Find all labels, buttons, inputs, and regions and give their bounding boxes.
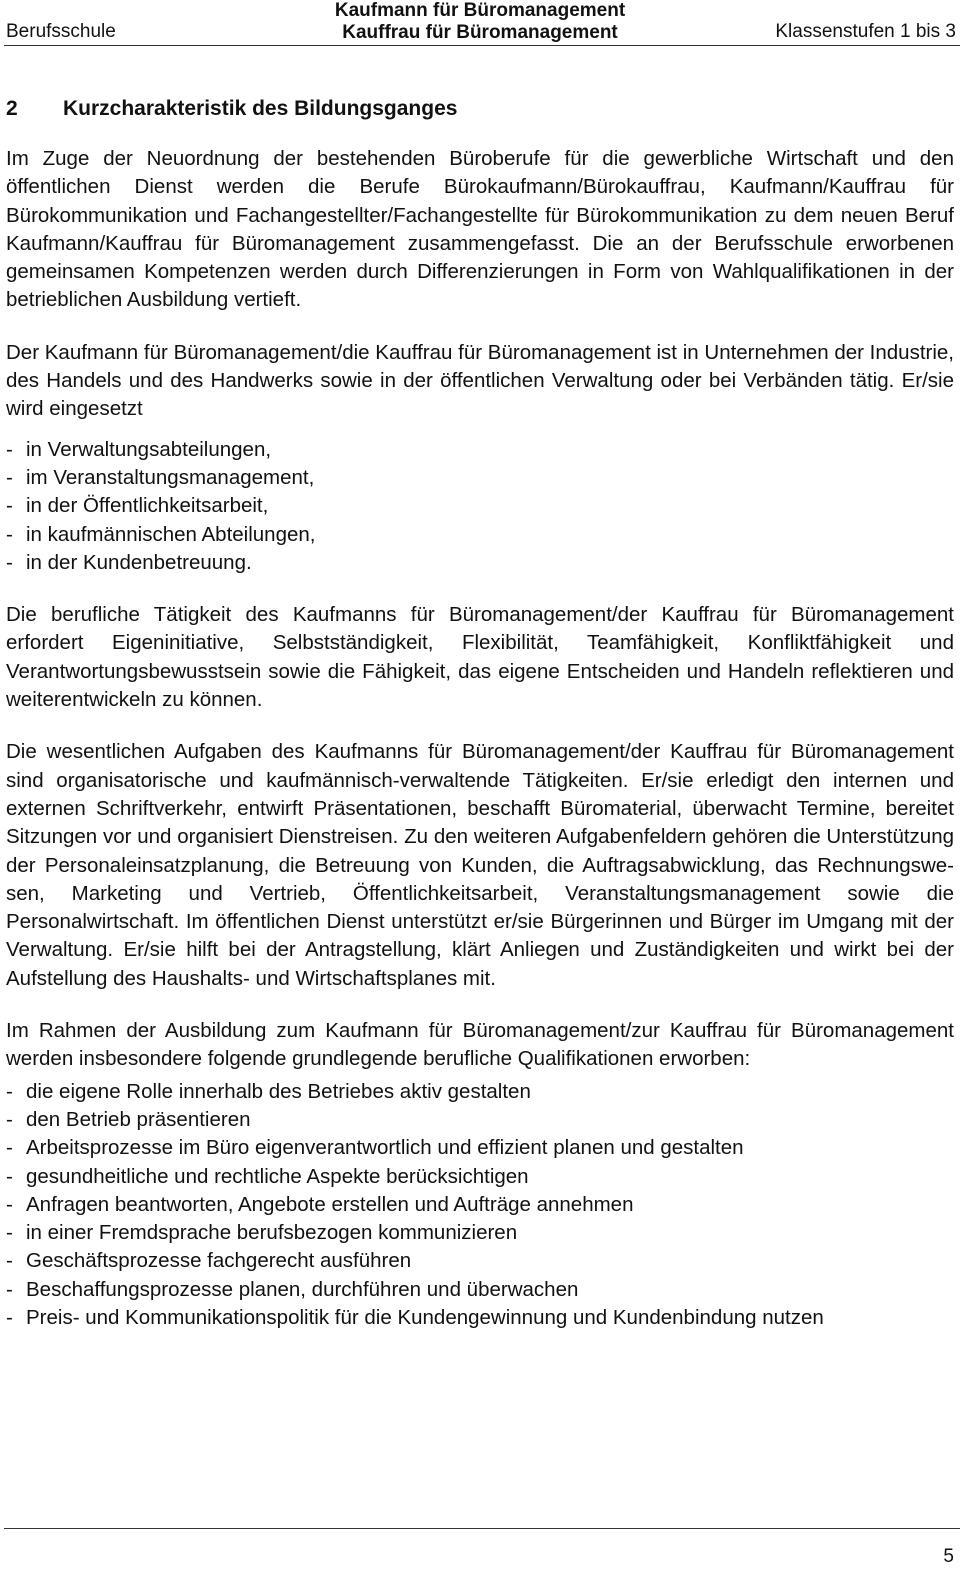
list-item: - Arbeitsprozesse im Büro eigenverantwortlich und effizient planen und gestalten [6, 1134, 954, 1162]
list-item: - im Veranstaltungsmanagement, [6, 464, 954, 492]
list-item: - in einer Fremdsprache berufsbezogen kommunizieren [6, 1219, 954, 1247]
list-item: - Anfragen beantworten, Angebote erstellen und Aufträge annehmen [6, 1191, 954, 1219]
list-item: - in kaufmännischen Abteilungen, [6, 521, 954, 549]
document-body [6, 95, 954, 1356]
paragraph-qualifications-intro: Im Rahmen der Ausbildung zum Kaufmann für Büromanagement/zur Kauffrau für Büromanagement werden insbesondere folgende grundlegende berufliche Qualifikationen erworben: [6, 1019, 954, 1071]
qualifications-list [6, 1078, 954, 1333]
areas-list [6, 436, 954, 577]
header-school-type: Berufsschule [6, 21, 116, 42]
footer-divider [4, 1528, 960, 1529]
paragraph-employment: Der Kaufmann für Büromanagement/die Kauffrau für Büromanagement ist in Unternehmen der Industrie, des Handels und des Handwerks sowie in der öffentlichen Verwaltung oder bei Verbänden tätig. Er/sie wird eingesetzt [6, 340, 954, 421]
list-item: - in der Öffentlichkeitsarbeit, [6, 492, 954, 520]
list-item: - in der Kundenbetreuung. [6, 549, 954, 577]
list-item: - Beschaffungsprozesse planen, durchführen und überwachen [6, 1276, 954, 1304]
page-header [0, 0, 960, 46]
header-divider [4, 45, 960, 46]
list-item: - den Betrieb präsentieren [6, 1106, 954, 1134]
header-title-line1: Kaufmann für Büromanagement [334, 0, 626, 21]
header-grade-levels: Klassenstufen 1 bis 3 [775, 21, 956, 42]
section-number: 2 [6, 97, 18, 120]
list-item: - Preis- und Kommunikationspolitik für die Kundengewinnung und Kundenbindung nutzen [6, 1304, 954, 1332]
header-title-line2: Kauffrau für Büromanagement [342, 22, 618, 43]
paragraph-skills: Die berufliche Tätigkeit des Kaufmanns für Büromanagement/der Kauffrau für Büromanagement erfordert Eigeninitiative, Selbstständigkeit, Flexibilität, Teamfähigkeit, Konfliktfähigkeit und Verantwortungsbewusstsein sowie die Fähigkeit, das eigene Entscheiden und Handeln reflektieren und weiterentwickeln zu können. [6, 603, 954, 712]
list-item: - Geschäftsprozesse fachgerecht ausführen [6, 1247, 954, 1275]
paragraph-tasks: Die wesentlichen Aufgaben des Kaufmanns für Büromanagement/der Kauffrau für Büromanagement sind organisatorische und kaufmännisch-verwaltende Tätigkeiten. Er/sie erledigt den internen und externen Schriftverkehr, entwirft Präsentationen, beschafft Büromaterial, überwacht Termine, bereitet Sitzungen vor und organisiert Dienstreisen. Zu den weiteren Aufgabenfeldern gehören die Unterstützung der Personaleinsatzplanung, die Betreuung von Kunden, die Auftragsabwicklung, das Rechnungswesen, Marketing und Vertrieb, Öffentlichkeitsarbeit, Veranstaltungsmanagement sowie die Personalwirtschaft. Im öffentlichen Dienst unterstützt er/sie Bürgerinnen und Bürger im Umgang mit der Verwaltung. Er/sie hilft bei der Antragstellung, klärt Anliegen und Zuständigkeiten und wirkt bei der Aufstellung des Haushalts- und Wirtschaftsplanes mit. [6, 740, 954, 990]
list-item: - in Verwaltungsabteilungen, [6, 436, 954, 464]
section-title: Kurzcharakteristik des Bildungsganges [63, 97, 458, 120]
paragraph-reorganization: Im Zuge der Neuordnung der bestehenden Büroberufe für die gewerbliche Wirtschaft und den öffentlichen Dienst werden die Berufe Bürokaufmann/Bürokauffrau, Kaufmann/Kauffrau für Bürokommunikation und Fachangestellter/Fachangestellte für Bürokommunikation zu dem neuen Beruf Kaufmann/Kauffrau für Büromanagement zusammengefasst. Die an der Berufsschule erworbenen gemeinsamen Kompetenzen werden durch Differenzierungen in Form von Wahlqualifikationen in der betrieblichen Ausbildung vertieft. [6, 147, 954, 312]
page-number: 5 [943, 1546, 954, 1567]
list-item: - die eigene Rolle innerhalb des Betriebes aktiv gestalten [6, 1078, 954, 1106]
section-heading [6, 95, 954, 123]
list-item: - gesundheitliche und rechtliche Aspekte berücksichtigen [6, 1163, 954, 1191]
